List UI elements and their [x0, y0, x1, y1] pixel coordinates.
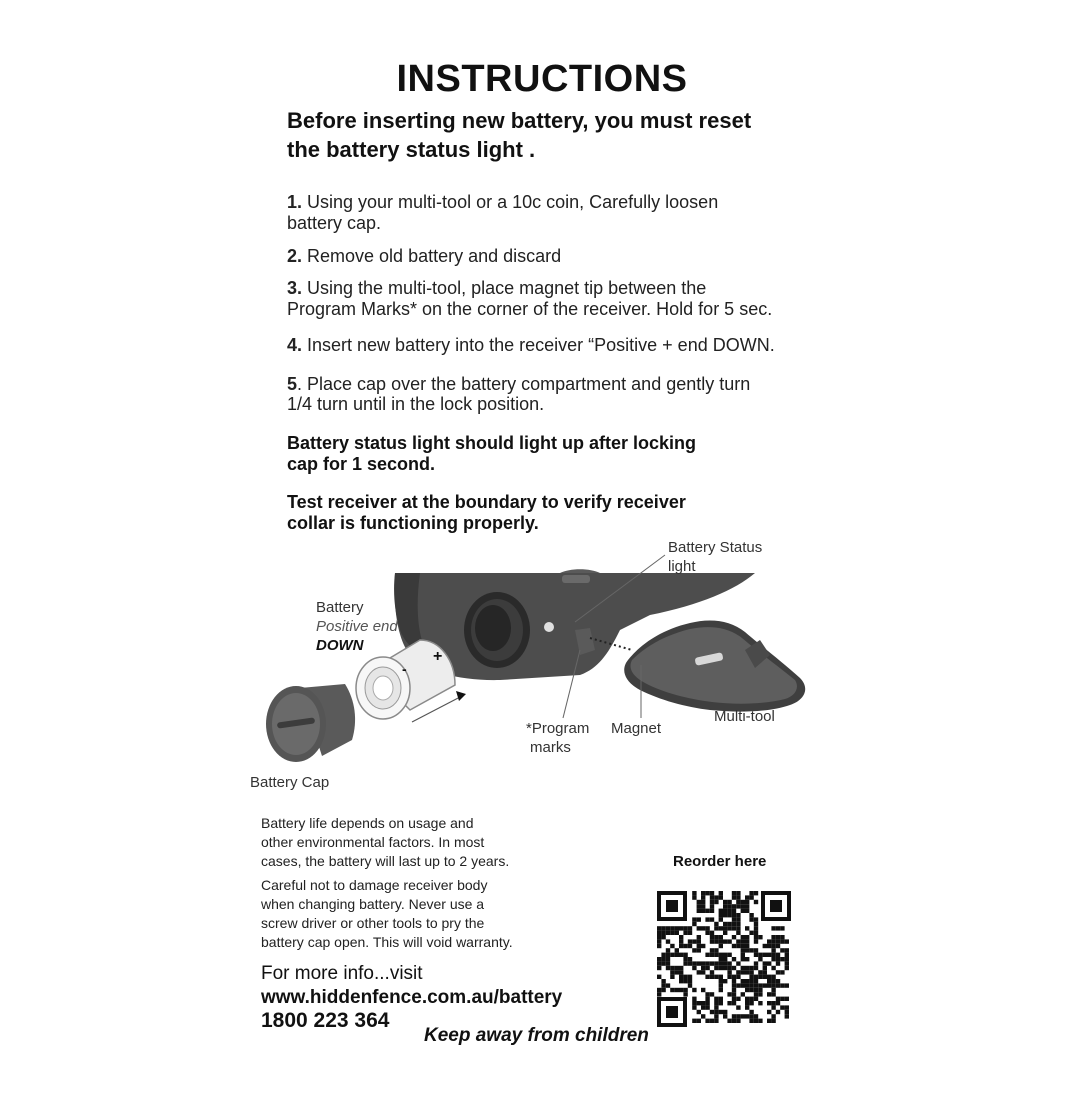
magnet-label: Magnet — [611, 720, 662, 737]
label-line: light — [668, 558, 696, 575]
battery-label: Battery — [316, 599, 364, 616]
note-line: collar is functioning properly. — [287, 513, 539, 533]
label-line: *Program — [526, 720, 590, 737]
minus-sign: - — [402, 661, 407, 677]
note-line: screw driver or other tools to pry the — [261, 915, 485, 931]
more-info-label: For more info...visit — [261, 963, 423, 984]
battery-life-note — [261, 814, 561, 871]
step-number: 4. — [287, 335, 303, 355]
step-text: 1/4 turn until in the lock position. — [287, 394, 545, 414]
reset-warning-line1: Before inserting new battery, you must reset — [287, 108, 752, 133]
note-line: Careful not to damage receiver body — [261, 877, 488, 893]
qr-code-icon[interactable] — [657, 891, 791, 1027]
phone-number: 1800 223 364 — [261, 1009, 390, 1032]
keep-away-warning: Keep away from children — [424, 1025, 649, 1046]
label-line: Battery Status — [668, 539, 763, 556]
step-text: Insert new battery into the receiver “Positive + end DOWN. — [302, 335, 775, 355]
plus-sign: + — [433, 648, 443, 665]
insert-arrow-head — [456, 691, 466, 701]
note-line: other environmental factors. In most — [261, 834, 485, 850]
note-line: Battery life depends on usage and — [261, 815, 474, 831]
positive-end-label: Positive end — [316, 618, 398, 635]
multitool-illustration — [624, 620, 805, 711]
reorder-label: Reorder here — [673, 853, 767, 870]
label-line: marks — [530, 739, 571, 756]
note-line: Test receiver at the boundary to verify receiver — [287, 492, 686, 512]
step-number: 1. — [287, 192, 303, 212]
note-line: Battery status light should light up after locking — [287, 433, 697, 453]
step-text: Remove old battery and discard — [302, 246, 562, 266]
note-line: cap for 1 second. — [287, 454, 436, 474]
step-text: . Place cap over the battery compartment and gently turn — [297, 374, 751, 394]
step-text: Program Marks* on the corner of the receiver. Hold for 5 sec. — [287, 299, 773, 319]
down-label: DOWN — [316, 637, 364, 654]
website-link[interactable]: www.hiddenfence.com.au/battery — [261, 987, 563, 1008]
step-text: Using the multi-tool, place magnet tip between the — [302, 278, 707, 298]
step-number: 3. — [287, 278, 303, 298]
step-text: battery cap. — [287, 213, 382, 233]
step-text: Using your multi-tool or a 10c coin, Carefully loosen — [302, 192, 719, 212]
step-number: 5 — [287, 374, 298, 394]
multitool-label: Multi-tool — [714, 708, 775, 725]
note-line: battery cap open. This will void warranty. — [261, 934, 513, 950]
battery-cap-label: Battery Cap — [250, 774, 330, 791]
note-line: when changing battery. Never use a — [261, 896, 485, 912]
note-line: cases, the battery will last up to 2 years. — [261, 853, 510, 869]
cap-illustration — [266, 684, 355, 762]
care-warning-note — [261, 876, 561, 952]
page-title: INSTRUCTIONS — [396, 58, 688, 100]
step-number: 2. — [287, 246, 303, 266]
battery-status-label — [668, 538, 762, 576]
program-marks-label — [526, 719, 589, 757]
reset-warning-line2: the battery status light . — [287, 137, 536, 162]
